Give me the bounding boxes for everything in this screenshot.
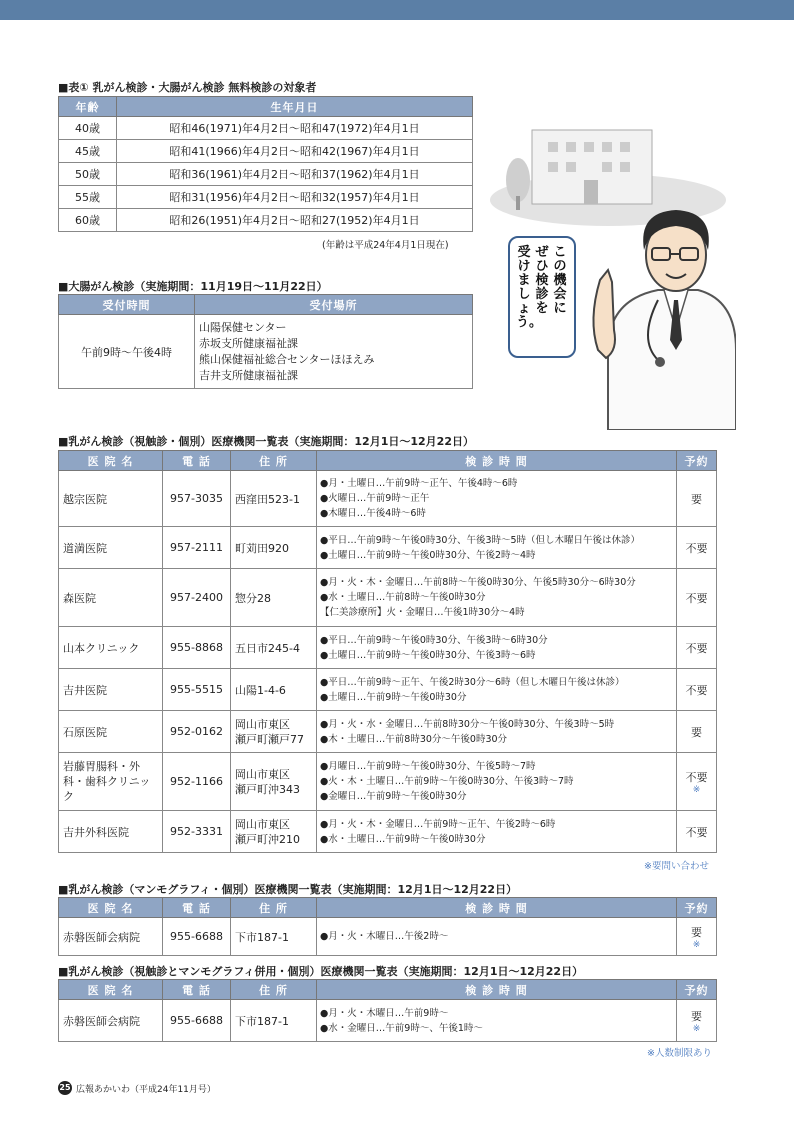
col-header-clinic: 医 院 名 [59,451,163,471]
page-number: 25 [58,1081,72,1095]
clinic-name: 吉井医院 [59,669,163,711]
breast-exam-table [58,450,717,853]
clinic-name: 岩藤胃腸科・外科・歯科クリニック [59,753,163,811]
col-header-hours: 検 診 時 間 [317,980,677,1000]
clinic-name: 赤磐医師会病院 [59,1000,163,1042]
clinic-address: 惣分28 [231,569,317,627]
table-row [59,627,717,669]
place-item: 山陽保健センター [199,320,287,334]
clinic-name: 吉井外科医院 [59,811,163,853]
table2-title: ■大腸がん検診（実施期間：11月19日～11月22日） [58,280,328,293]
clinic-phone: 957-2111 [163,527,231,569]
clinic-hours: ●月・土曜日…午前9時～正午、午後4時～6時 ●火曜日…午前9時～正午 ●木曜日…午後4時～6時 [317,471,677,527]
clinic-address: 西窪田523-1 [231,471,317,527]
age-cell: 60歳 [59,209,117,232]
limit-mark: ※ [692,1023,701,1034]
clinic-hours: ●月・火・水・金曜日…午前8時30分～午後0時30分、午後3時～5時 ●木・土曜日…午前8時30分～午後0時30分 [317,711,677,753]
col-header-hours: 検 診 時 間 [317,451,677,471]
table-row [59,140,473,163]
col-header-reception-time: 受付時間 [59,295,195,315]
speech-bubble [508,236,576,358]
clinic-name: 石原医院 [59,711,163,753]
inquiry-note: ※要問い合わせ [644,861,709,872]
clinic-hours: ●平日…午前9時～正午、午後2時30分～6時（但し木曜日午後は休診） ●土曜日…午前9時～午後0時30分 [317,669,677,711]
age-cell: 50歳 [59,163,117,186]
reservation-cell: 要 ※ [677,918,717,956]
reservation-cell: 不要 ※ [677,753,717,811]
limit-mark: ※ [692,939,701,950]
clinic-name: 越宗医院 [59,471,163,527]
table3-title: ■乳がん検診（視触診・個別）医療機関一覧表（実施期間：12月1日～12月22日） [58,435,474,448]
table-row [59,918,717,956]
table-row [59,163,473,186]
clinic-address: 岡山市東区 瀬戸町沖343 [231,753,317,811]
clinic-hours: ●月・火・木曜日…午後2時～ [317,918,677,956]
mammography-table [58,897,717,956]
col-header-clinic: 医 院 名 [59,980,163,1000]
col-header-phone: 電 話 [163,980,231,1000]
col-header-reservation: 予約 [677,980,717,1000]
col-header-reception-place: 受付場所 [195,295,473,315]
clinic-name: 森医院 [59,569,163,627]
clinic-phone: 952-1166 [163,753,231,811]
clinic-hours: ●平日…午前9時～午後0時30分、午後3時～6時30分 ●土曜日…午前9時～午後0時30分、午後3時～6時 [317,627,677,669]
reservation-cell: 要 ※ [677,1000,717,1042]
clinic-hours: ●月曜日…午前9時～午後0時30分、午後5時～7時 ●火・木・土曜日…午前9時～午後0時30分、午後3時～7時 ●金曜日…午前9時～午後0時30分 [317,753,677,811]
col-header-address: 住 所 [231,898,317,918]
col-header-phone: 電 話 [163,451,231,471]
clinic-address: 山陽1-4-6 [231,669,317,711]
top-color-bar [0,0,794,20]
place-item: 赤坂支所健康福祉課 [199,336,298,350]
reception-place-cell [195,315,473,389]
place-item: 吉井支所健康福祉課 [199,368,298,382]
table-row [59,1000,717,1042]
age-cell: 40歳 [59,117,117,140]
combined-exam-table [58,979,717,1042]
clinic-address: 岡山市東区 瀬戸町沖210 [231,811,317,853]
col-header-reservation: 予約 [677,898,717,918]
table-row [59,569,717,627]
col-header-clinic: 医 院 名 [59,898,163,918]
clinic-phone: 955-5515 [163,669,231,711]
clinic-phone: 952-3331 [163,811,231,853]
table-row [59,209,473,232]
clinic-phone: 955-6688 [163,918,231,956]
table-row [59,669,717,711]
bubble-line-1: この機会に [553,245,567,316]
limit-note: ※人数制限あり [647,1048,712,1059]
col-header-hours: 検 診 時 間 [317,898,677,918]
clinic-hours: ●平日…午前9時～午後0時30分、午後3時～5時（但し木曜日午後は休診） ●土曜日…午前9時～午後0時30分、午後2時～4時 [317,527,677,569]
clinic-name: 赤磐医師会病院 [59,918,163,956]
table-row [59,117,473,140]
birthdate-cell: 昭和26(1951)年4月2日～昭和27(1952)年4月1日 [117,209,473,232]
birthdate-cell: 昭和31(1956)年4月2日～昭和32(1957)年4月1日 [117,186,473,209]
reservation-cell: 要 [677,711,717,753]
reservation-cell: 不要 [677,627,717,669]
table-row [59,711,717,753]
col-header-age: 年齢 [59,97,117,117]
place-item: 熊山保健福祉総合センターほほえみ [199,352,375,366]
birthdate-cell: 昭和36(1961)年4月2日～昭和37(1962)年4月1日 [117,163,473,186]
bubble-line-2: ぜひ検診を [535,245,549,316]
publication-name: 広報あかいわ（平成24年11月号） [76,1085,216,1095]
birthdate-cell: 昭和41(1966)年4月2日～昭和42(1967)年4月1日 [117,140,473,163]
col-header-reservation: 予約 [677,451,717,471]
table-row [59,471,717,527]
col-header-address: 住 所 [231,980,317,1000]
colon-screening-table [58,294,473,389]
clinic-address: 下市187-1 [231,1000,317,1042]
clinic-hours: ●月・火・木・金曜日…午前8時～午後0時30分、午後5時30分～6時30分 ●水・土曜日…午前8時～午後0時30分 【仁美診療所】火・金曜日…午後1時30分～4時 [317,569,677,627]
reservation-cell: 要 [677,471,717,527]
age-cell: 45歳 [59,140,117,163]
table1-title: ■表① 乳がん検診・大腸がん検診 無料検診の対象者 [58,81,317,94]
table-row [59,811,717,853]
reservation-cell: 不要 [677,527,717,569]
reservation-cell: 不要 [677,569,717,627]
age-cell: 55歳 [59,186,117,209]
table5-title: ■乳がん検診（視触診とマンモグラフィ併用・個別）医療機関一覧表（実施期間：12月1日～12月22日） [58,965,584,978]
clinic-phone: 952-0162 [163,711,231,753]
clinic-phone: 957-2400 [163,569,231,627]
clinic-address: 下市187-1 [231,918,317,956]
reservation-cell: 不要 [677,669,717,711]
clinic-address: 五日市245-4 [231,627,317,669]
reservation-cell: 不要 [677,811,717,853]
age-reference-note: (年齢は平成24年4月1日現在) [322,240,449,251]
clinic-name: 山本クリニック [59,627,163,669]
reception-time-cell: 午前9時～午後4時 [59,315,195,389]
eligibility-table [58,96,473,232]
col-header-phone: 電 話 [163,898,231,918]
clinic-hours: ●月・火・木・金曜日…午前9時～正午、午後2時～6時 ●水・土曜日…午前9時～午後0時30分 [317,811,677,853]
clinic-address: 町苅田920 [231,527,317,569]
birthdate-cell: 昭和46(1971)年4月2日～昭和47(1972)年4月1日 [117,117,473,140]
table-row [59,315,473,389]
clinic-phone: 957-3035 [163,471,231,527]
bubble-line-3: 受けましょう。 [516,245,543,330]
col-header-birthdate: 生年月日 [117,97,473,117]
clinic-phone: 955-8868 [163,627,231,669]
clinic-phone: 955-6688 [163,1000,231,1042]
table-row [59,527,717,569]
table4-title: ■乳がん検診（マンモグラフィ・個別）医療機関一覧表（実施期間：12月1日～12月22日） [58,883,518,896]
clinic-hours: ●月・火・木曜日…午前9時～ ●水・金曜日…午前9時～、午後1時～ [317,1000,677,1042]
table-row [59,753,717,811]
inquiry-mark: ※ [692,784,701,795]
clinic-address: 岡山市東区 瀬戸町瀬戸77 [231,711,317,753]
col-header-address: 住 所 [231,451,317,471]
clinic-name: 道満医院 [59,527,163,569]
table-row [59,186,473,209]
